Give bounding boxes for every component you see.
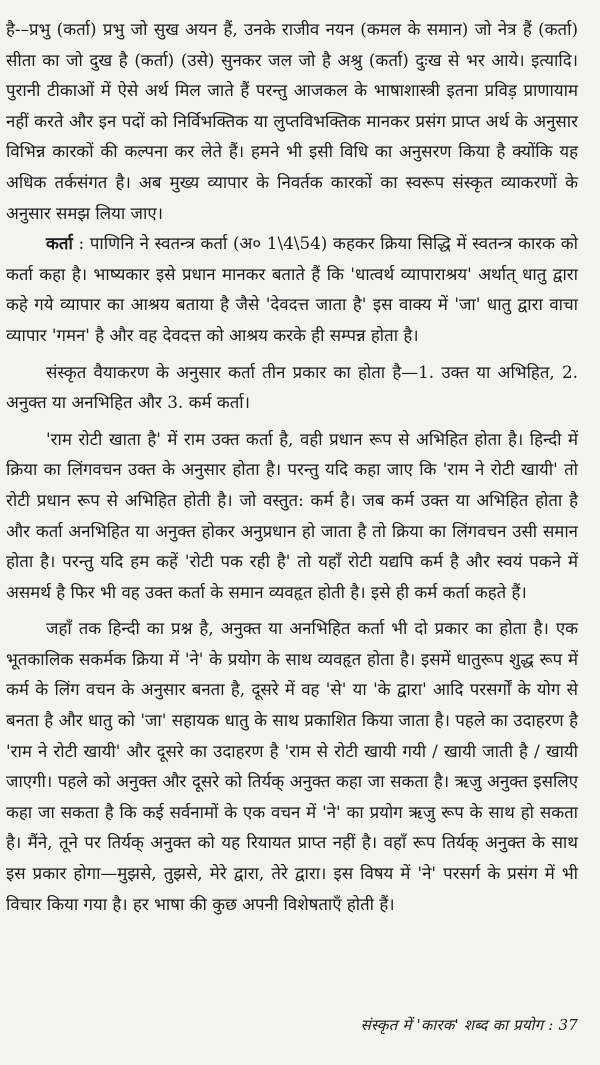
page-body: [6, 14, 578, 919]
term-karta: कर्ता: [46, 233, 73, 254]
paragraph-karta-types: संस्कृत वैयाकरण के अनुसार कर्ता तीन प्रकार का होता है—1. उक्त या अभिहित, 2. अनुक्त या अनभिहित और 3. कर्म कर्ता।: [6, 361, 578, 413]
paragraph-karta-examples: 'राम रोटी खाता है' में राम उक्त कर्ता है, वही प्रधान रूप से अभिहित होता है। हिन्दी में क्रिया का लिंगवचन उक्त के अनुसार होता है। परन्तु यदि कहा जाए कि 'राम ने रोटी खायी' तो रोटी प्रधान रूप से अभिहित होती है। जो वस्तुत: कर्म है। जब कर्म उक्त या अभिहित होता है और कर्ता अनभिहित या अनुक्त होकर अनुप्रधान हो जाता है तो क्रिया का लिंगवचन उसी समान होता है। परन्तु यदि हम कहें 'रोटी पक रही है' तो यहाँ रोटी यद्यपि कर्म है और स्वयं पकने में असमर्थ है फिर भी वह उक्त कर्ता के समान व्यवहृत होती है। इसे ही कर्म कर्ता कहते हैं।: [6, 428, 578, 602]
paragraph-karta-definition: [6, 228, 578, 350]
paragraph-continuation: है-–प्रभु (कर्ता) प्रभु जो सुख अयन हैं, उनके राजीव नयन (कमल के समान) जो नेत्र हैं (कर्ता) सीता का जो दुख है (कर्ता) (उसे) सुनकर जल जो है अश्रु (कर्ता) दुःख से भर आये। इत्यादि। पुरानी टीकाओं में ऐसे अर्थ मिल जाते हैं परन्तु आजकल के भाषाशास्त्री इतना प्रविड़ प्राणायाम नहीं करते और इन पदों को निर्विभक्तिक या लुप्तविभक्तिक मानकर प्रसंग प्राप्त अर्थ के अनुसार विभिन्न कारकों की कल्पना कर लेते हैं। हमने भी इसी विधि का अनुसरण किया है क्योंकि यह अधिक तर्कसंगत है। अब मुख्य व्यापार के निवर्तक कारकों का स्वरूप संस्कृत व्याकरणों के अनुसार समझ लिया जाए।: [6, 19, 578, 223]
paragraph-karta-text: : पाणिनि ने स्वतन्त्र कर्ता (अ० 1\4\54) कहकर क्रिया सिद्धि में स्वतन्त्र कारक को कर्ता कहा है। भाष्यकार इसे प्रधान मानकर बताते हैं कि 'धात्वर्थ व्यापाराश्रय' अर्थात् धातु द्वारा कहे गये व्यापार का आश्रय बताया है जैसे 'देवदत्त जाता है' इस वाक्य में 'जा' धातु द्वारा वाचा व्यापार 'गमन' है और वह देवदत्त को आश्रय करके ही सम्पन्न होता है।: [6, 233, 578, 345]
paragraph-hindi-anukta: जहाँ तक हिन्दी का प्रश्न है, अनुक्त या अनभिहित कर्ता भी दो प्रकार का होता है। एक भूतकालिक सकर्मक क्रिया में 'ने' के प्रयोग के साथ व्यवहृत होता है। इसमें धातुरूप शुद्ध रूप में कर्म के लिंग वचन के अनुसार बनता है, दूसरे में वह 'से' या 'के द्वारा' आदि परसर्गों के योग से बनता है और धातु को 'जा' सहायक धातु के साथ प्रकाशित किया जाता है। पहले का उदाहरण है 'राम ने रोटी खायी' और दूसरे का उदाहरण है 'राम से रोटी खायी गयी / खायी जाती है / खायी जाएगी। पहले को अनुक्त और दूसरे को तिर्यक् अनुक्त कहा जा सकता है। ऋजु अनुक्त इसलिए कहा जा सकता है कि कई सर्वनामों के एक वचन में 'ने' का प्रयोग ऋजु रूप के साथ हो सकता है। मैंने, तूने पर तिर्यक् अनुक्त को यह रियायत प्राप्त नहीं है। वहाँ रूप तिर्यक् अनुक्त के साथ इस प्रकार होगा—मुझसे, तुझसे, मेरे द्वारा, तेरे द्वारा। इस विषय में 'ने' परसर्ग के प्रसंग में भी विचार किया गया है। हर भाषा की कुछ अपनी विशेषताएँ होती हैं।: [6, 618, 578, 914]
page-footer: संस्कृत में 'कारक' शब्द का प्रयोग : 37: [360, 1016, 578, 1034]
